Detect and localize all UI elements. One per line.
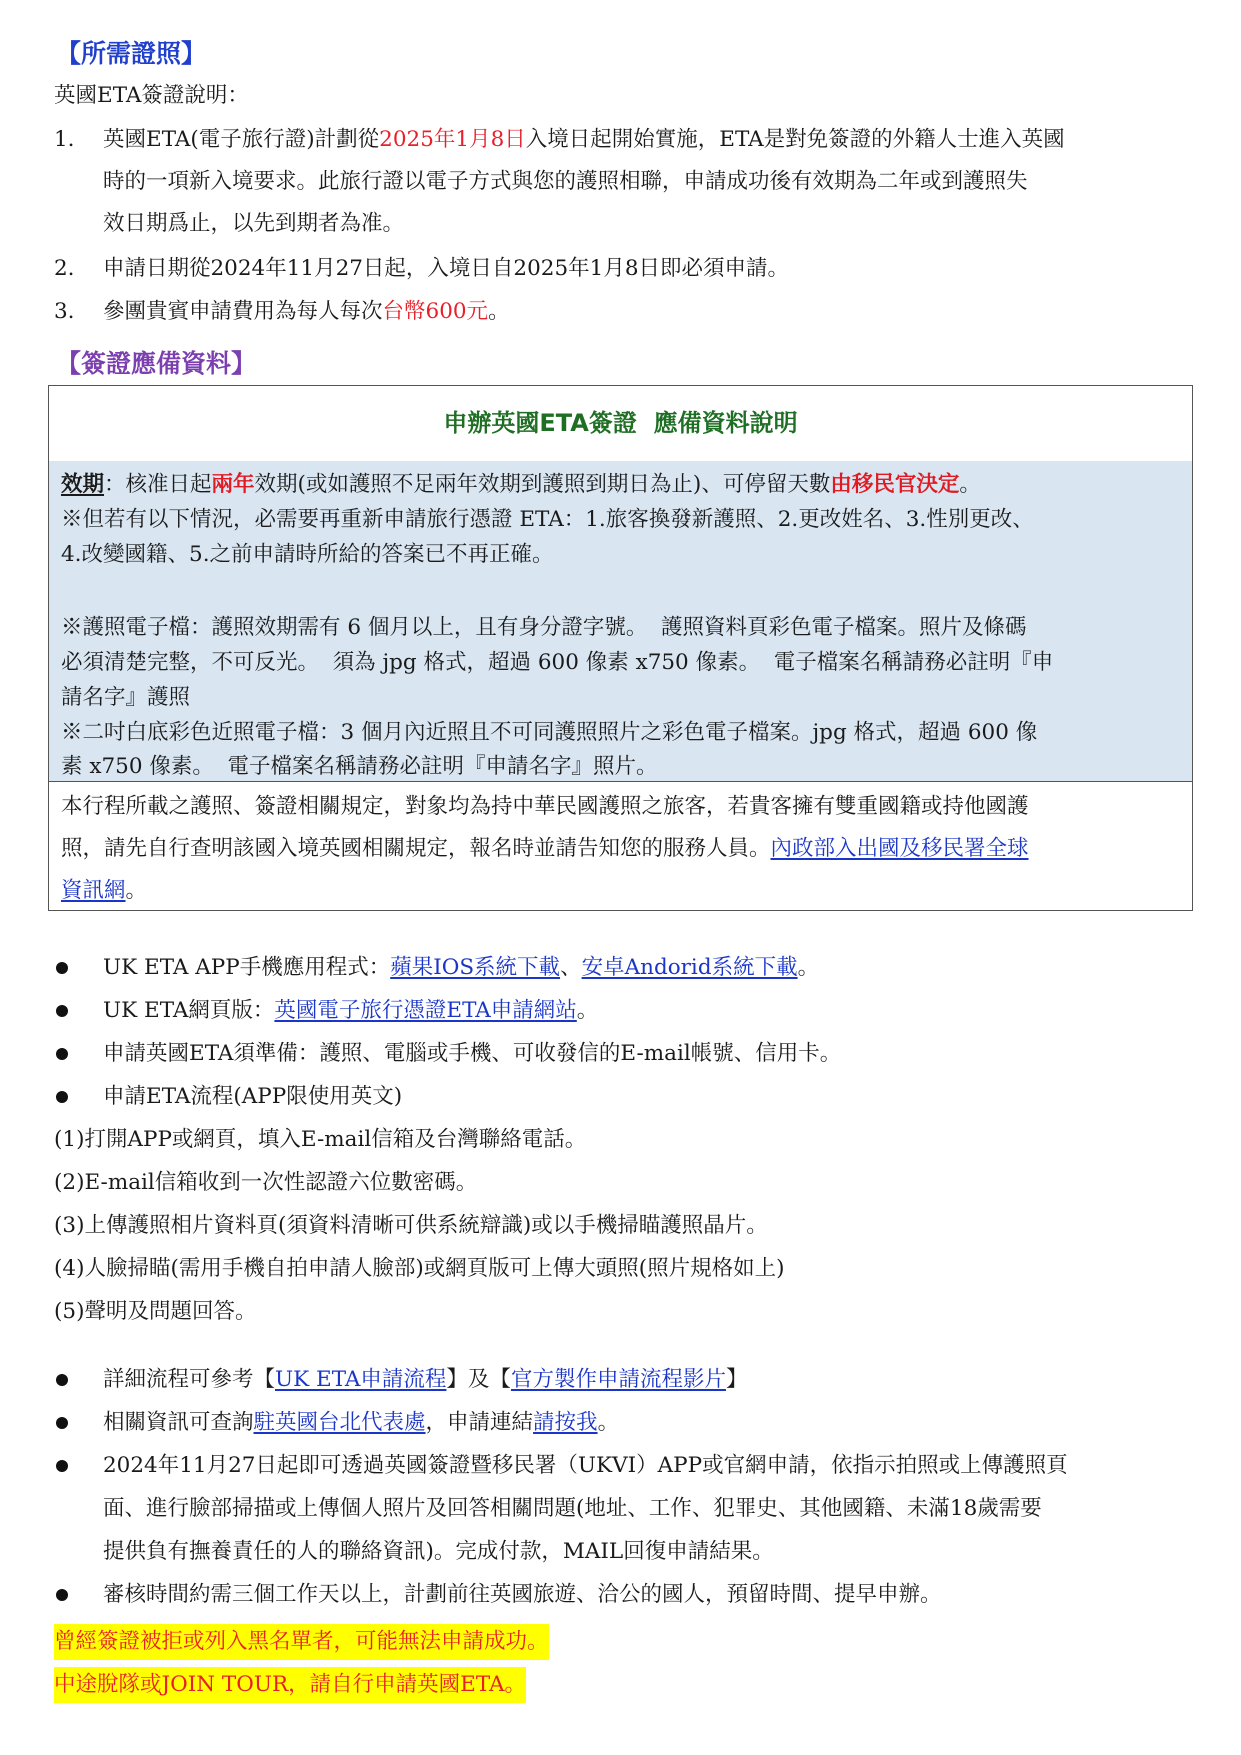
ukvi-line2: 面、進行臉部掃描或上傳個人照片及回答相關問題(地址、工作、犯罪史、其他國籍、未滿18歲需要	[103, 1496, 1042, 1521]
text: 。	[959, 472, 981, 497]
passport-line2: 必須清楚完整，不可反光。 須為 jpg 格式，超過 600 像素 x750 像素。 電子檔案名稱請務必註明『申	[61, 650, 1054, 675]
text: 參團貴賓申請費用為每人每次	[103, 299, 383, 324]
text: UK ETA APP手機應用程式：	[103, 955, 391, 980]
ukvi-line3: 提供負有撫養責任的人的聯絡資訊)。完成付款，MAIL回復申請結果。	[103, 1539, 774, 1564]
visa-requirements-box	[48, 385, 1193, 911]
flow-line: 申請ETA流程(APP限使用英文)	[103, 1084, 403, 1109]
note-line3	[61, 877, 147, 905]
validity-label: 效期	[61, 472, 105, 497]
list-item-1-line2: 時的一項新入境要求。此旅行證以電子方式與您的護照相聯，申請成功後有效期為二年或到護照失	[103, 169, 1028, 194]
step-3: (3)上傳護照相片資料頁(須資料清晰可供系統辯識)或以手機掃瞄護照晶片。	[54, 1213, 768, 1238]
eta-process-link[interactable]: UK ETA申請流程	[275, 1367, 447, 1392]
ios-download-link[interactable]: 蘋果IOS系統下載	[390, 955, 561, 980]
text: 詳細流程可參考【	[103, 1367, 276, 1392]
text: 英國ETA(電子旅行證)計劃從	[103, 127, 380, 152]
warning-rejected: 曾經簽證被拒或列入黑名單者，可能無法申請成功。	[54, 1624, 549, 1660]
text: 。	[597, 1410, 620, 1435]
bullet-icon	[56, 1417, 68, 1429]
photo-line1: ※二吋白底彩色近照電子檔：3 個月內近照且不可同護照照片之彩色電子檔案。jpg 格式，超過 600 像	[61, 720, 1038, 745]
text: ，申請連結	[425, 1410, 534, 1435]
list-number: 3.	[54, 299, 75, 324]
step-5: (5)聲明及問題回答。	[54, 1299, 257, 1324]
text: 入境日起開始實施，ETA是對免簽證的外籍人士進入英國	[525, 127, 1065, 152]
list-item-1-line3: 效日期爲止，以先到期者為准。	[103, 211, 405, 236]
bullet-icon	[56, 1589, 68, 1601]
bullet-icon	[56, 962, 68, 974]
box-title: 申辦英國ETA簽證 應備資料說明	[443, 409, 798, 437]
bullet-icon	[56, 1005, 68, 1017]
review-line: 審核時間約需三個工作天以上，計劃前往英國旅遊、洽公的國人，預留時間、提早申辦。	[103, 1582, 942, 1607]
step-4: (4)人臉掃瞄(需用手機自拍申請人臉部)或網頁版可上傳大頭照(照片規格如上)	[54, 1256, 785, 1281]
prep-line: 申請英國ETA須準備：護照、電腦或手機、可收發信的E-mail帳號、信用卡。	[103, 1041, 842, 1066]
text: 照，請先自行查明該國入境英國相關規定，報名時並請告知您的服務人員。	[61, 836, 771, 861]
android-download-link[interactable]: 安卓Andorid系統下載	[581, 955, 798, 980]
taipei-office-link[interactable]: 駐英國台北代表處	[253, 1410, 426, 1435]
text: UK ETA網頁版：	[103, 998, 275, 1023]
step-2: (2)E-mail信箱收到一次性認證六位數密碼。	[54, 1170, 478, 1195]
reference-line	[103, 1366, 747, 1394]
info-line	[103, 1409, 619, 1437]
box-details	[49, 461, 1192, 782]
validity-line	[61, 471, 981, 499]
reapply-line2: 4.改變國籍、5.之前申請時所給的答案已不再正確。	[61, 542, 554, 567]
text: 。	[125, 878, 148, 903]
note-line1: 本行程所載之護照、簽證相關規定，對象均為持中華民國護照之旅客，若貴客擁有雙重國籍或持他國護	[61, 794, 1029, 819]
section-title-required-docs: 【所需證照】	[56, 39, 207, 68]
list-item-2: 申請日期從2024年11月27日起，入境日自2025年1月8日即必須申請。	[103, 256, 790, 281]
section-title-visa-prep: 【簽證應備資料】	[56, 349, 257, 378]
bullet-icon	[56, 1091, 68, 1103]
list-number: 2.	[54, 256, 75, 281]
immigration-agency-link-cont[interactable]: 資訊網	[61, 878, 126, 903]
web-version-line	[103, 997, 598, 1025]
passport-line1: ※護照電子檔：護照效期需有 6 個月以上，且有身分證字號。 護照資料頁彩色電子檔案。照片及條碼	[61, 615, 1027, 640]
list-number: 1.	[54, 127, 75, 152]
fee: 台幣600元	[382, 299, 489, 324]
text: ：核准日起	[104, 472, 212, 497]
eta-website-link[interactable]: 英國電子旅行憑證ETA申請網站	[274, 998, 577, 1023]
app-download-line	[103, 954, 819, 982]
bullet-icon	[56, 1048, 68, 1060]
text: 。	[797, 955, 820, 980]
warning-join-tour: 中途脫隊或JOIN TOUR，請自行申請英國ETA。	[54, 1667, 526, 1703]
text: 、	[560, 955, 582, 980]
step-1: (1)打開APP或網頁，填入E-mail信箱及台灣聯絡電話。	[54, 1127, 587, 1152]
box-note	[49, 781, 1192, 911]
list-item-1-line1	[103, 126, 1065, 154]
text: 。	[576, 998, 599, 1023]
box-header	[49, 386, 1192, 462]
bullet-icon	[56, 1460, 68, 1472]
text: 效期(或如護照不足兩年效期到護照到期日為止)、可停留天數	[254, 472, 831, 497]
text: 相關資訊可查詢	[103, 1410, 254, 1435]
bullet-icon	[56, 1374, 68, 1386]
text: 】及【	[446, 1367, 511, 1392]
passport-line3: 請名字』護照	[61, 685, 191, 710]
official-video-link[interactable]: 官方製作申請流程影片	[510, 1367, 726, 1392]
eta-intro-heading: 英國ETA簽證說明：	[54, 83, 249, 108]
photo-line2: 素 x750 像素。 電子檔案名稱請務必註明『申請名字』照片。	[61, 754, 658, 779]
validity-years: 兩年	[211, 472, 255, 497]
reapply-line1: ※但若有以下情況，必需要再重新申請旅行憑證 ETA：1.旅客換發新護照、2.更改姓名、3.性別更改、	[61, 507, 1034, 532]
text: 。	[488, 299, 510, 324]
immigration-agency-link[interactable]: 內政部入出國及移民署全球	[770, 836, 1029, 861]
stay-decision: 由移民官決定	[830, 472, 960, 497]
start-date: 2025年1月8日	[379, 127, 526, 152]
list-item-3	[103, 298, 510, 326]
apply-link[interactable]: 請按我	[533, 1410, 598, 1435]
ukvi-line1: 2024年11月27日起即可透過英國簽證暨移民署（UKVI）APP或官網申請，依指示拍照或上傳護照頁	[103, 1453, 1068, 1478]
note-line2	[61, 835, 1029, 863]
text: 】	[725, 1367, 748, 1392]
